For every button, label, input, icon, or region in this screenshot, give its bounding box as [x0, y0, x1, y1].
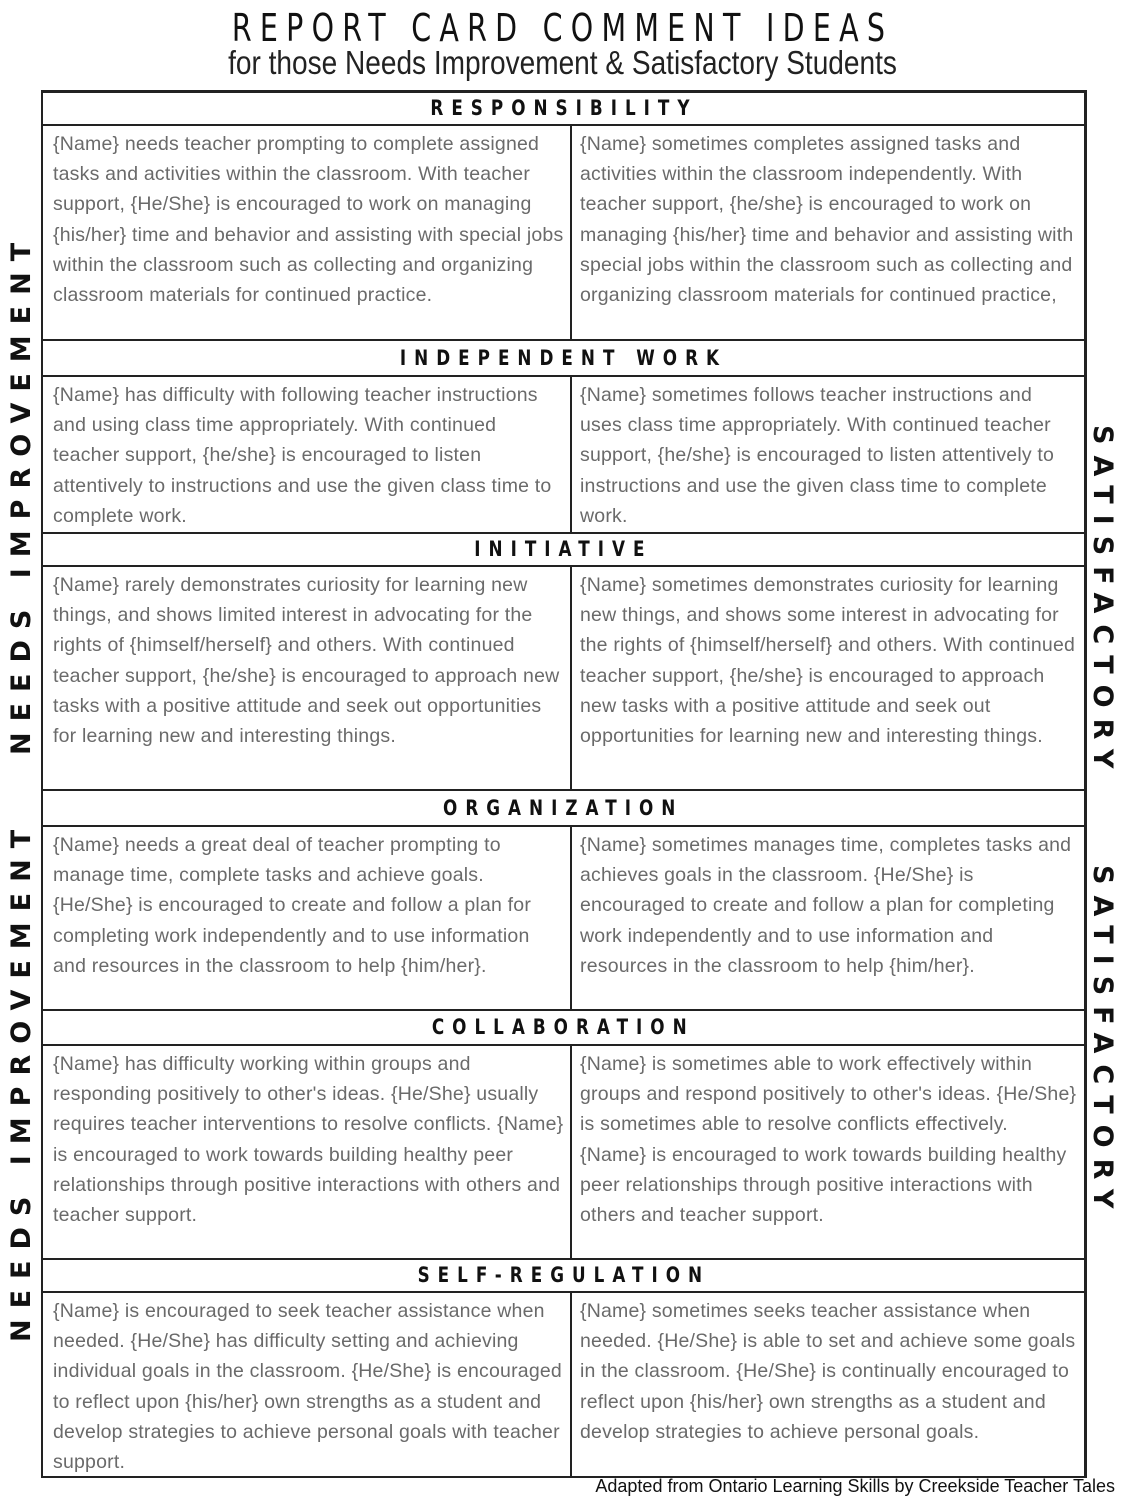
side-label-satisfactory: SATISFACTORY: [1087, 865, 1118, 1220]
table-row: [43, 126, 1084, 341]
satisfactory-comment: {Name} sometimes follows teacher instructions and uses class time appropriately. With continued teacher support, {he/she} is encouraged to listen attentively to instructions and use the given class time to complete work.: [580, 384, 1055, 527]
section-heading-text: RESPONSIBILITY: [429, 96, 698, 120]
satisfactory-comment: {Name} sometimes manages time, completes tasks and achieves goals in the classroom. {He/She} is encouraged to create and follow a plan for completing work independently and to use information and resources in the classroom to help {him/her}.: [580, 834, 1072, 977]
side-label-needs-improvement: NEEDS IMPROVEMENT: [6, 231, 37, 755]
section-heading-text: ORGANIZATION: [443, 796, 684, 820]
table-row: [43, 377, 1084, 534]
table-row: [43, 1293, 1084, 1476]
table-row: [43, 827, 1084, 1011]
needs-improvement-comment: {Name} rarely demonstrates curiosity for learning new things, and shows limited interest in advocating for the rights of {himself/herself} and others. With continued teacher support, {he/she} is encouraged to approach new tasks with a positive attitude and seek out opportunities for learning new and interesting things.: [43, 567, 572, 789]
needs-improvement-comment: {Name} needs teacher prompting to complete assigned tasks and activities within the classroom. With teacher support, {He/She} is encouraged to work on managing {his/her} time and behavior and assisting with special jobs within the classroom such as collecting and organizing classroom materials for continued practice.: [43, 126, 572, 339]
section-heading: [43, 791, 1084, 827]
needs-improvement-comment: {Name} has difficulty working within groups and responding positively to other's ideas. {He/She} usually requires teacher interventions to resolve conflicts. {Name} is encouraged to work towards building healthy peer relationships through positive interactions with others and teacher support.: [43, 1046, 572, 1258]
section-heading: [43, 341, 1084, 377]
needs-improvement-comment: {Name} is encouraged to seek teacher assistance when needed. {He/She} has difficulty setting and achieving individual goals in the classroom. {He/She} is encouraged to reflect upon {his/her} own strengths as a student and develop strategies to achieve personal goals with teacher support.: [43, 1293, 572, 1476]
comment-table: [41, 90, 1087, 1478]
needs-improvement-comment: {Name} has difficulty with following teacher instructions and using class time appropriately. With continued teacher support, {he/she} is encouraged to listen attentively to instructions and use the given class time to complete work.: [43, 377, 572, 532]
satisfactory-comment: {Name} sometimes completes assigned tasks and activities within the classroom independently. With teacher support, {he/she} is encouraged to work on managing {his/her} time and behavior and assisting with special jobs within the classroom such as collecting and organizing classroom materials for continued practice,: [580, 133, 1074, 307]
section-heading-text: SELF-REGULATION: [417, 1263, 710, 1287]
page-subtitle: for those Needs Improvement & Satisfactory Students: [228, 44, 897, 81]
section-heading: [43, 1260, 1084, 1293]
section-heading: [43, 93, 1084, 126]
section-heading: [43, 1011, 1084, 1046]
satisfactory-comment: {Name} sometimes seeks teacher assistance when needed. {He/She} is able to set and achieve some goals in the classroom. {He/She} is continually encouraged to reflect upon {his/her} own strengths as a student and develop strategies to achieve personal goals.: [580, 1300, 1076, 1443]
satisfactory-comment: {Name} sometimes demonstrates curiosity for learning new things, and shows some interest in advocating for the rights of {himself/herself} and others. With continued teacher support, {he/she} is encouraged to approach new tasks with a positive attitude and seek out opportunities for learning new and interesting things.: [580, 574, 1076, 748]
section-heading-text: INITIATIVE: [474, 537, 653, 561]
page-title: REPORT CARD COMMENT IDEAS: [231, 6, 894, 50]
section-heading-text: COLLABORATION: [432, 1015, 695, 1039]
footer-credit: Adapted from Ontario Learning Skills by Creekside Teacher Tales: [595, 1476, 1115, 1496]
section-heading: [43, 534, 1084, 567]
side-label-needs-improvement: NEEDS IMPROVEMENT: [6, 818, 37, 1342]
side-label-satisfactory: SATISFACTORY: [1087, 425, 1118, 780]
section-heading-text: INDEPENDENT WORK: [399, 346, 728, 370]
table-row: [43, 567, 1084, 791]
needs-improvement-comment: {Name} needs a great deal of teacher prompting to manage time, complete tasks and achieve goals. {He/She} is encouraged to create and follow a plan for completing work independently and to use information and resources in the classroom to help {him/her}.: [43, 827, 572, 1009]
table-row: [43, 1046, 1084, 1260]
satisfactory-comment: {Name} is sometimes able to work effectively within groups and respond positively to other's ideas. {He/She} is sometimes able to resolve conflicts effectively. {Name} is encouraged to work towards building healthy peer relationships through positive interactions with others and teacher support.: [580, 1053, 1077, 1227]
